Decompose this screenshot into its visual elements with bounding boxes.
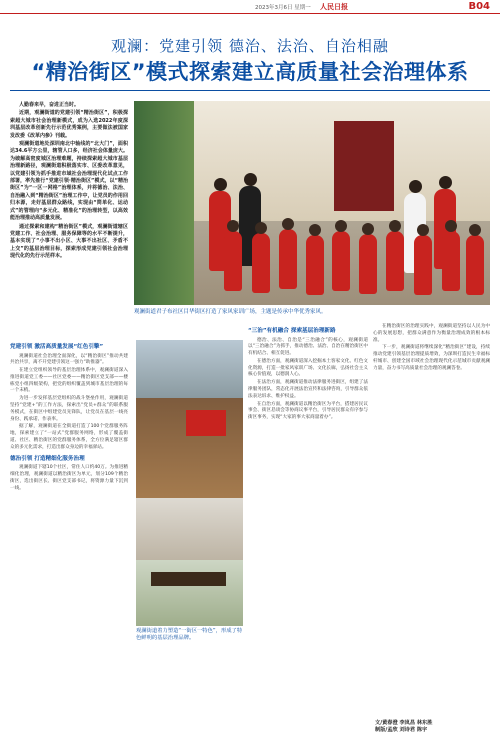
child-figure (466, 235, 484, 295)
body-paragraph: 为进一步发挥基层党组织的战斗堡垒作用，观澜街道坚持“党建+”的工作方法，探索出“党员+群众”的联系服务模式，在街区中组建党员先锋队，让党员在基层一线亮身份、践承诺、作表率。 (10, 396, 128, 422)
child-figure (306, 235, 324, 295)
child-figure (414, 235, 432, 295)
article-subtitle: 观澜：党建引领 德治、法治、自治相融 (111, 37, 389, 55)
article-title: “精治街区”模式探索建立高质量社会治理体系 (31, 60, 469, 84)
body-paragraph: 观澜街道社会治理全面深化，以“精治街区”推动共建共治共享，离不开党建引领这一强力“助推器”。 (10, 353, 128, 366)
photo-panel (136, 340, 243, 398)
photo-panel (136, 560, 243, 626)
lead-paragraph: 人勤春来早，奋进正当时。 (19, 102, 80, 108)
body-paragraph: 下一步，观澜街道将继续深化“精治街区”建设，持续推动党建引领基层治理提质增效，为深圳打造民生幸福标杆城市、创建全国市域社会治理现代化示范城市贡献观澜力量，奋力书写高质量社会治理的观澜答卷。 (373, 345, 490, 371)
child-figure (279, 229, 297, 289)
body-paragraph: 在德治方面，观澜街道深入挖掘本土客家文化、红色文化资源，打造一批家风家训广场、文化长廊，弘扬社会主义核心价值观，以德润人心。 (248, 358, 368, 378)
body-paragraph: 在法治方面，观澜街道推动法律服务进街区，组建了法律服务团队，常态化开展法治宣传和法律咨询，引导群众依法表达诉求、维护权益。 (248, 380, 368, 399)
byline (375, 720, 490, 734)
child-figure (386, 231, 404, 291)
lead-paragraph: 通过探索和建构“精治街区”模式，观澜街道辖区党建工作、社会治理、服务保障等的水平不断提升，基本实现了“小事不出小区、大事不出社区、矛盾不上交”的基层治理目标，探索形成党建引领社会治理现代化的先行示范样本。 (10, 223, 128, 260)
tree-foliage (134, 101, 194, 305)
section-heading: 党建引领 激活高质量发展“红色引擎” (10, 344, 104, 350)
page-header (0, 0, 500, 14)
body-paragraph: 观澜街道下辖10个社区，常住人口约40万。为推进精细化治理，观澜街道以精治街区为单元，划分109个精治街区，选出街区长、街区党支部书记，将资源力量下沉到一线。 (10, 465, 128, 491)
body-paragraph: 在建立党组织领导的基层治理体系中，观澜街道深入推进街道党工委——社区党委——精治街区党支部——楼栋党小组四级架构，把党的组织覆盖到城市基层治理的每一个末梢。 (10, 368, 128, 394)
body-paragraph: 在精治街区的治理实践中，观澜街道坚持以人民为中心的发展思想，把群众满意作为衡量治理成效的根本标准。 (373, 324, 490, 343)
red-banner (334, 121, 394, 211)
writers-credit: 文/黄春澄 李岚昌 林东胜 (375, 720, 433, 726)
issue-date: 2023年3月6日 星期一 (255, 5, 311, 11)
child-figure (252, 233, 270, 293)
photo2-caption: 观澜街道着力塑造“一街区一特色”，形成了特色鲜明的基层治理品牌。 (136, 628, 243, 641)
red-flag (186, 410, 226, 436)
title-divider (10, 90, 490, 91)
group-photo (134, 101, 490, 305)
body-paragraph: 据了解，观澜街道在全街道打造了100个党群服务阵地，探索建立了“一站式”党群服务网络，形成了覆盖街道、社区、精治街区的党群服务体系，全方位满足辖区群众的多元化需求，打造出群众身边的幸福驿站。 (10, 424, 128, 450)
body-paragraph: 在自治方面，观澜街道以精治街区为平台，搭建居民议事会、街区恳谈会等协商议事平台，引导居民群众有序参与街区事务，实现“大家的事大家商量着办”。 (248, 401, 368, 421)
column-3 (248, 324, 368, 423)
page-number: B04 (468, 1, 490, 12)
column-4 (373, 324, 490, 374)
child-figure (442, 231, 460, 291)
lead-paragraph: 观澜街道地处深圳南北中轴线的“北大门”，面积达34.6平方公里，辖管人口多，经济社会体量庞大。为破解高密度城区治理难题，持续探索超大城市基层治理新路径，观澜街道积极落实市、区委改革意见，以党建引领为抓手推进市域社会治理现代化试点工作部署，率先推行“党建引领·精治街区”模式，以“精治街区”为“一区一网格”治理体系，并将德治、法治、自治融入到“精治街区”治理工作中，让党员的作用回归本源，走好基层群众路线，实现由“简单化、运动式”的管理向“多元化、精准化”的治理转型，以高效能治理推动高质量发展。 (10, 141, 128, 222)
lead-column (10, 102, 128, 262)
photo-panel (136, 498, 243, 560)
child-figure (224, 231, 242, 291)
photo1-caption: 观澜街道君子布社区目华街区打造了家风家训广场，主题是传承中华优秀家风。 (134, 309, 327, 315)
photo-collage (136, 340, 243, 626)
child-figure (359, 234, 377, 294)
column-1 (10, 340, 128, 493)
child-figure (332, 231, 350, 291)
section-heading: “三治”有机融合 探索基层治理新路 (248, 328, 336, 334)
paper-name: 人民日报 (320, 3, 348, 11)
gate-sign (151, 572, 226, 586)
body-paragraph: 德治、法治、自治是“三治融合”的核心，观澜街道以“三治融合”为抓手，推动德治、法治、自治在精治街区中有机结合、相互促进。 (248, 337, 368, 357)
editors-credit: 制版/孟欣 刘诗君 陈宇 (375, 727, 428, 734)
section-heading: 德治引领 打造精细化服务治理 (10, 455, 85, 462)
lead-paragraph: 近期，观澜街道的党建引领“精治街区”，积极探索超大城市社会治理新模式，成为入选2022年度深圳基层改革创新先行示范优秀案例，主要做法被国家发改委《改革内参》刊载。 (10, 110, 128, 139)
